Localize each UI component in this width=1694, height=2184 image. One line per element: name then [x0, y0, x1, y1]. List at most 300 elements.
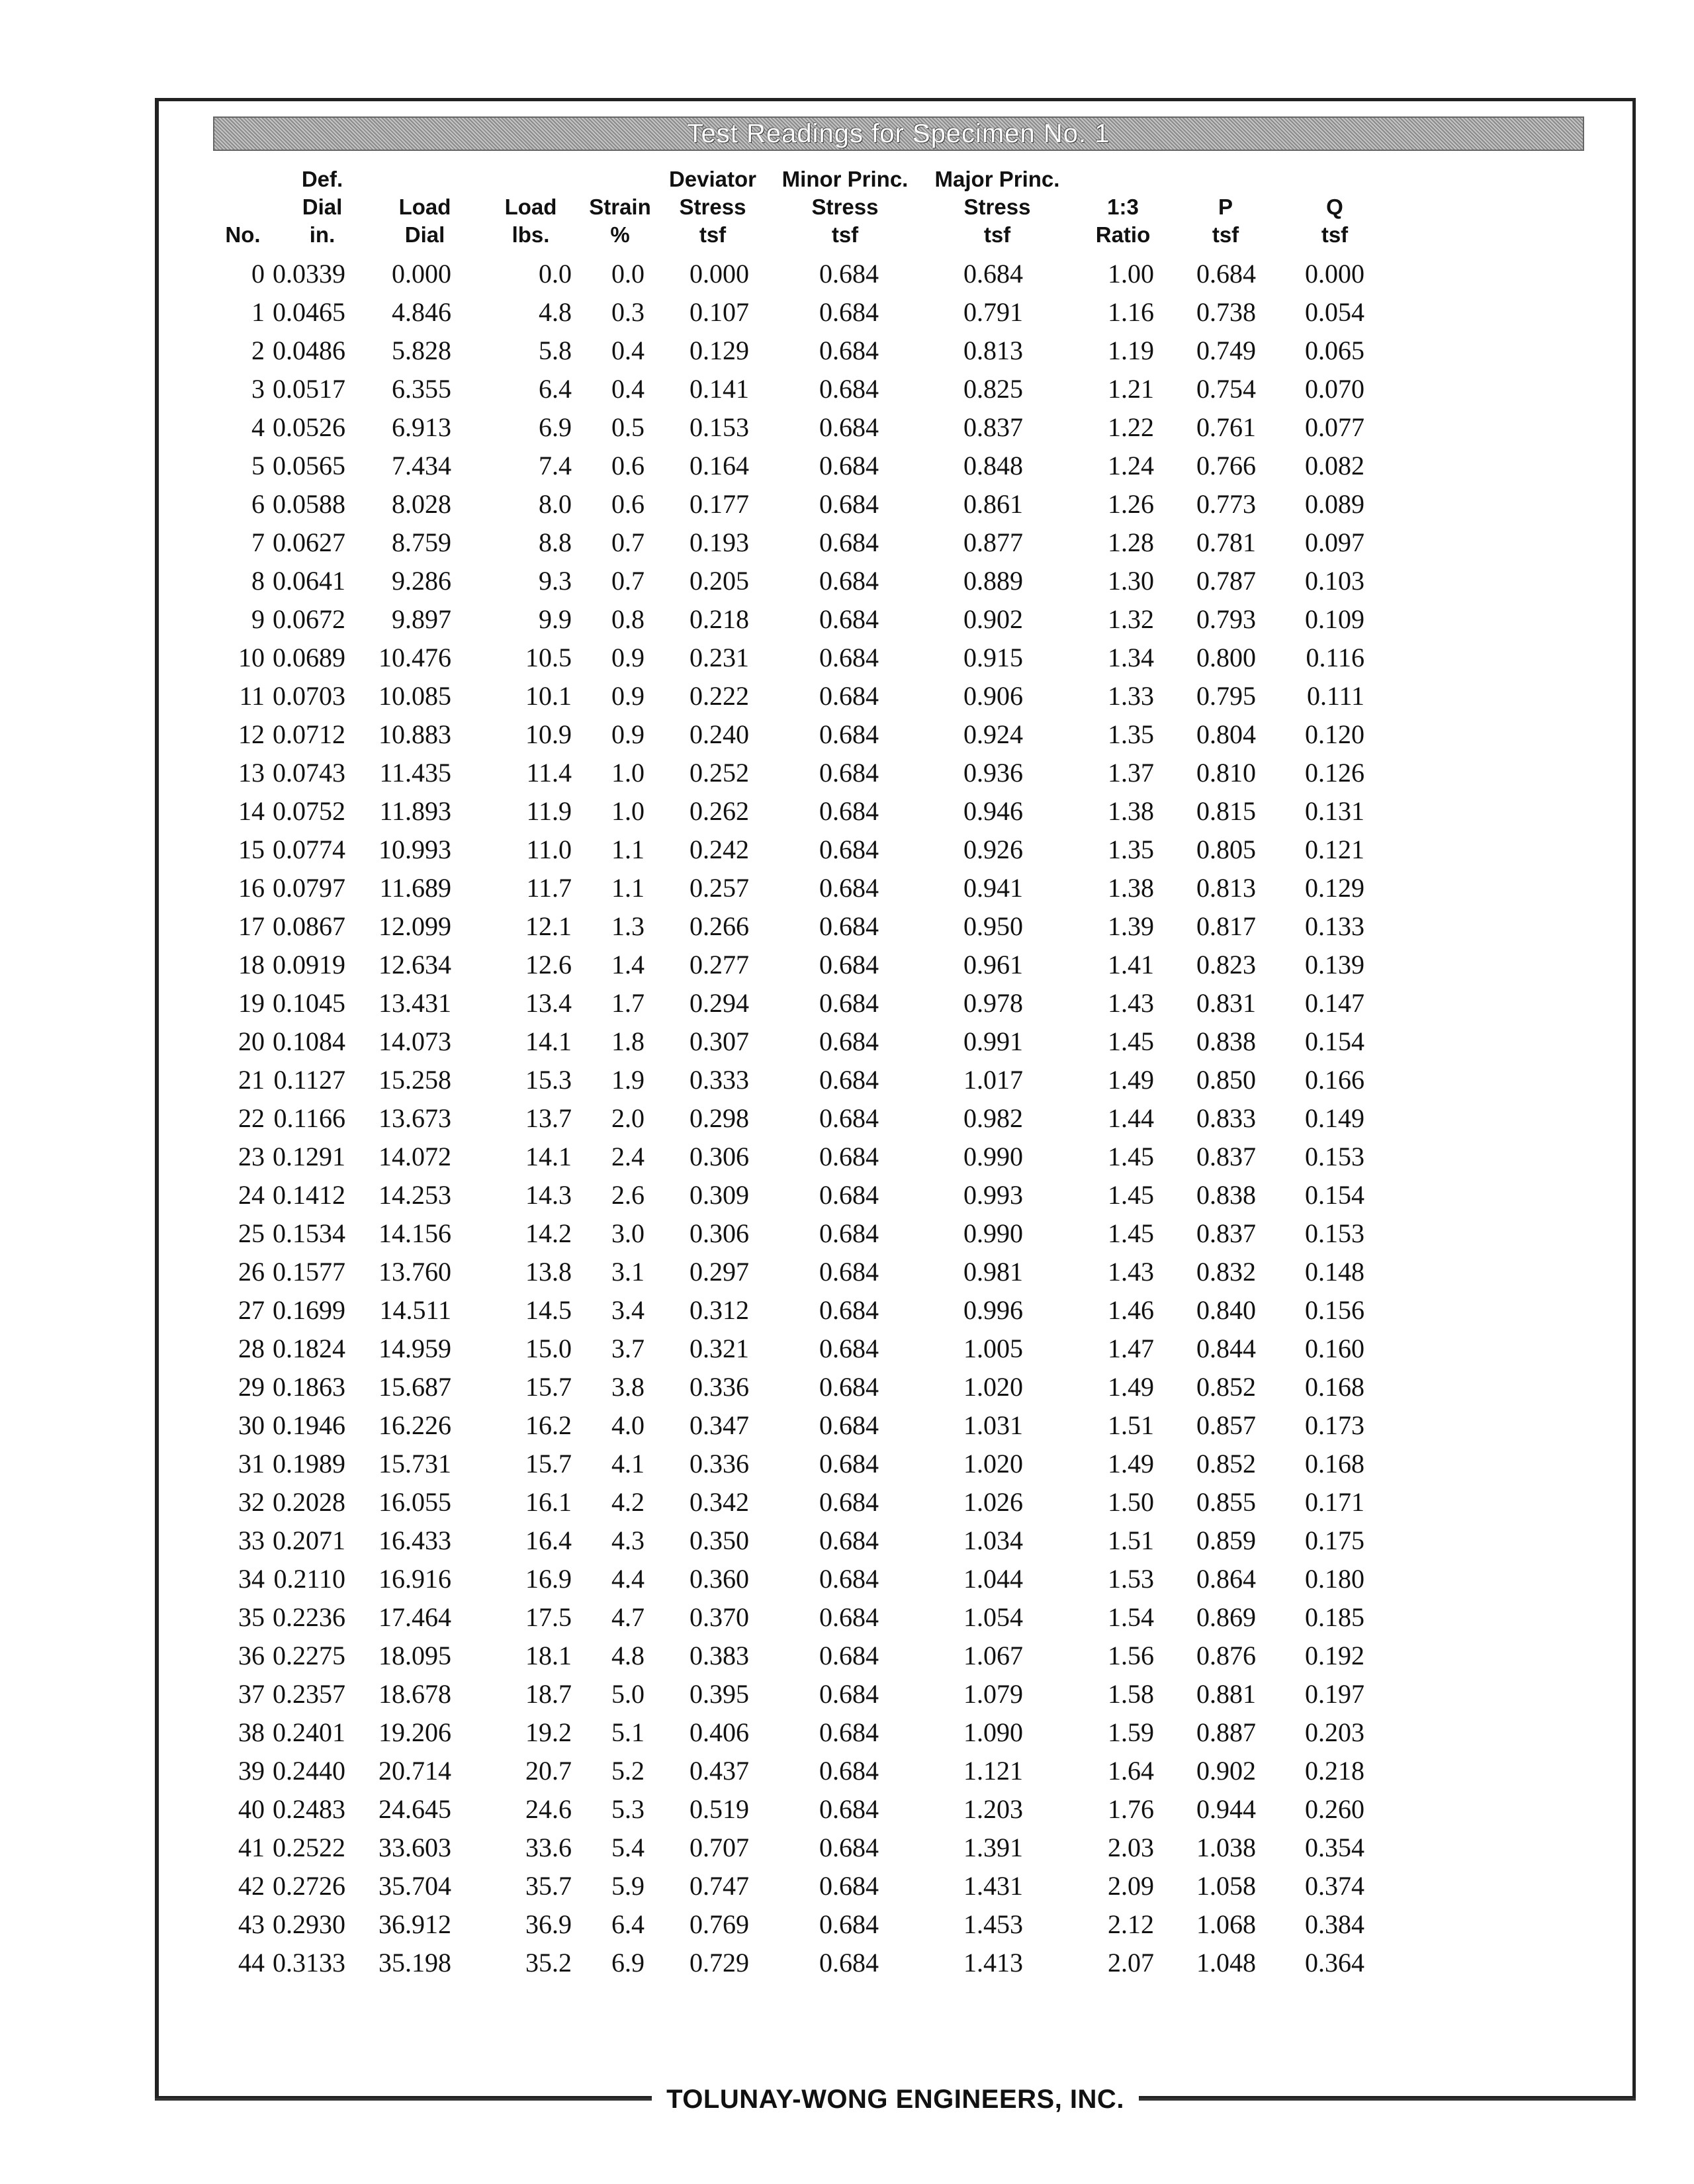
table-cell: 2.12 [1108, 1909, 1154, 1939]
table-row [213, 331, 1391, 369]
table-row [213, 1137, 1391, 1175]
column-header-line: Def. [301, 167, 343, 191]
table-cell: 8.759 [392, 527, 451, 557]
table-cell: 1.19 [1108, 335, 1154, 365]
table-cell: 0.129 [1305, 872, 1364, 903]
table-cell: 0.1084 [273, 1026, 345, 1056]
table-cell: 16.4 [525, 1525, 572, 1555]
table-cell: 4.2 [611, 1486, 645, 1517]
table-cell: 1.1 [611, 872, 645, 903]
table-cell: 0.168 [1305, 1448, 1364, 1479]
table-cell: 16 [238, 872, 265, 903]
table-cell: 1.38 [1108, 872, 1154, 903]
table-cell: 38 [238, 1717, 265, 1747]
table-cell: 1.22 [1108, 412, 1154, 442]
table-cell: 0.129 [690, 335, 749, 365]
table-cell: 0.859 [1196, 1525, 1256, 1555]
table-cell: 5.4 [611, 1832, 645, 1862]
table-cell: 0.7 [611, 527, 645, 557]
column-header-line: lbs. [512, 222, 550, 247]
table-cell: 0.177 [690, 488, 749, 519]
table-cell: 14.511 [379, 1295, 451, 1325]
table-cell: 1.0 [611, 796, 645, 826]
table-cell: 0.364 [1305, 1947, 1364, 1978]
column-header-line [213, 165, 273, 193]
table-row [213, 561, 1391, 600]
table-cell: 2.6 [611, 1179, 645, 1210]
table-cell: 0.684 [819, 872, 879, 903]
table-cell: 0.9 [611, 680, 645, 711]
table-cell: 27 [238, 1295, 265, 1325]
column-header-line [1173, 165, 1278, 193]
table-cell: 0.844 [1196, 1333, 1256, 1363]
table-cell: 4.3 [611, 1525, 645, 1555]
table-row [213, 1751, 1391, 1790]
table-cell: 9 [251, 604, 265, 634]
table-header-row [213, 165, 1391, 254]
table-cell: 0.825 [963, 373, 1023, 404]
table-cell: 0.9 [611, 642, 645, 672]
table-cell: 15.258 [379, 1064, 451, 1095]
table-cell: 0.852 [1196, 1448, 1256, 1479]
table-cell: 0.2236 [273, 1602, 345, 1632]
table-cell: 3.1 [611, 1256, 645, 1287]
table-cell: 14.156 [379, 1218, 451, 1248]
table-cell: 14.959 [379, 1333, 451, 1363]
table-cell: 0.787 [1196, 565, 1256, 596]
table-cell: 44 [238, 1947, 265, 1978]
table-cell: 1.7 [611, 987, 645, 1018]
table-cell: 0.395 [690, 1678, 749, 1709]
table-cell: 1.53 [1108, 1563, 1154, 1594]
table-cell: 0.154 [1305, 1179, 1364, 1210]
column-header [921, 165, 1073, 254]
table-cell: 1.34 [1108, 642, 1154, 672]
table-cell: 0.855 [1196, 1486, 1256, 1517]
table-cell: 1.21 [1108, 373, 1154, 404]
table-cell: 1.058 [1196, 1870, 1256, 1901]
column-header-line [584, 165, 656, 193]
table-row [213, 369, 1391, 408]
table-cell: 0.0 [539, 258, 572, 289]
table-cell: 0.684 [819, 642, 879, 672]
table-cell: 10.5 [525, 642, 572, 672]
table-cell: 1.45 [1108, 1218, 1154, 1248]
table-cell: 0.0672 [273, 604, 345, 634]
table-cell: 0.902 [1196, 1755, 1256, 1786]
table-cell: 36.912 [379, 1909, 451, 1939]
table-cell: 1.1 [611, 834, 645, 864]
table-cell: 0.749 [1196, 335, 1256, 365]
table-row [213, 254, 1391, 293]
table-cell: 1.8 [611, 1026, 645, 1056]
table-cell: 30 [238, 1410, 265, 1440]
table-cell: 0.887 [1196, 1717, 1256, 1747]
table-cell: 3.8 [611, 1371, 645, 1402]
table-cell: 11.689 [379, 872, 451, 903]
table-cell: 2.07 [1108, 1947, 1154, 1978]
table-cell: 0.684 [819, 987, 879, 1018]
table-cell: 33.603 [379, 1832, 451, 1862]
table-row [213, 638, 1391, 676]
table-row [213, 1444, 1391, 1482]
table-cell: 17 [238, 911, 265, 941]
table-cell: 1.45 [1108, 1179, 1154, 1210]
column-header [372, 165, 478, 254]
table-cell: 11 [239, 680, 265, 711]
table-cell: 0.294 [690, 987, 749, 1018]
table-cell: 8.8 [539, 527, 572, 557]
table-row [213, 1713, 1391, 1751]
column-header-line: Stress [679, 195, 746, 219]
table-cell: 0.519 [690, 1794, 749, 1824]
column-header-line: Stress [811, 195, 879, 219]
table-cell: 0.0465 [273, 296, 345, 327]
table-cell: 0.877 [963, 527, 1023, 557]
table-cell: 0.837 [1196, 1141, 1256, 1171]
footer-rule-right [1139, 2098, 1636, 2101]
table-cell: 0.769 [690, 1909, 749, 1939]
table-cell: 0.1291 [273, 1141, 345, 1171]
table-cell: 15.731 [379, 1448, 451, 1479]
table-cell: 0.257 [690, 872, 749, 903]
table-cell: 0.950 [963, 911, 1023, 941]
table-cell: 1.24 [1108, 450, 1154, 480]
table-cell: 4.7 [611, 1602, 645, 1632]
table-cell: 0.684 [819, 335, 879, 365]
table-cell: 0.684 [819, 527, 879, 557]
table-row [213, 1828, 1391, 1866]
table-cell: 13.8 [525, 1256, 572, 1287]
table-cell: 0.277 [690, 949, 749, 979]
table-cell: 0.944 [1196, 1794, 1256, 1824]
table-cell: 0.840 [1196, 1295, 1256, 1325]
table-cell: 13.431 [379, 987, 451, 1018]
table-cell: 0.0743 [273, 757, 345, 788]
table-cell: 18.1 [525, 1640, 572, 1670]
table-cell: 0.1412 [273, 1179, 345, 1210]
table-cell: 5.828 [392, 335, 451, 365]
column-header-line: tsf [983, 222, 1011, 247]
table-cell: 0.684 [819, 1755, 879, 1786]
column-header-line: No. [225, 222, 261, 247]
table-cell: 18.678 [379, 1678, 451, 1709]
table-cell: 13.7 [525, 1103, 572, 1133]
table-cell: 0.684 [819, 1717, 879, 1747]
table-row [213, 1559, 1391, 1598]
table-cell: 25 [238, 1218, 265, 1248]
table-row [213, 484, 1391, 523]
table-row [213, 1022, 1391, 1060]
table-row [213, 1099, 1391, 1137]
table-cell: 0.240 [690, 719, 749, 749]
table-cell: 0.097 [1305, 527, 1364, 557]
table-cell: 1.9 [611, 1064, 645, 1095]
readings-table [213, 165, 1391, 1981]
table-cell: 4.0 [611, 1410, 645, 1440]
table-cell: 0.383 [690, 1640, 749, 1670]
table-cell: 0.4 [611, 373, 645, 404]
table-cell: 28 [238, 1333, 265, 1363]
table-cell: 0.684 [819, 1563, 879, 1594]
table-cell: 0.773 [1196, 488, 1256, 519]
table-row [213, 1598, 1391, 1636]
table-cell: 0.2483 [273, 1794, 345, 1824]
table-cell: 0.707 [690, 1832, 749, 1862]
table-cell: 35.7 [525, 1870, 572, 1901]
table-cell: 0.0712 [273, 719, 345, 749]
table-cell: 0.149 [1305, 1103, 1364, 1133]
table-cell: 0.838 [1196, 1179, 1256, 1210]
table-cell: 0.6 [611, 450, 645, 480]
table-cell: 0.1946 [273, 1410, 345, 1440]
table-cell: 0.082 [1305, 450, 1364, 480]
table-row [213, 676, 1391, 715]
table-cell: 0.384 [1305, 1909, 1364, 1939]
table-cell: 0.000 [392, 258, 451, 289]
table-row [213, 1866, 1391, 1905]
table-cell: 10.085 [379, 680, 451, 711]
table-cell: 0.906 [963, 680, 1023, 711]
table-cell: 1.59 [1108, 1717, 1154, 1747]
table-cell: 0.831 [1196, 987, 1256, 1018]
table-cell: 20.714 [379, 1755, 451, 1786]
table-cell: 0.961 [963, 949, 1023, 979]
table-cell: 0.153 [1305, 1141, 1364, 1171]
table-cell: 0.684 [819, 1295, 879, 1325]
table-row [213, 1329, 1391, 1367]
table-cell: 36.9 [525, 1909, 572, 1939]
table-cell: 0.684 [819, 1179, 879, 1210]
table-cell: 0.804 [1196, 719, 1256, 749]
table-row [213, 1175, 1391, 1214]
table-cell: 0 [251, 258, 265, 289]
table-row [213, 715, 1391, 753]
table-cell: 0.148 [1305, 1256, 1364, 1287]
table-cell: 16.1 [525, 1486, 572, 1517]
table-cell: 35.198 [379, 1947, 451, 1978]
table-cell: 1.58 [1108, 1678, 1154, 1709]
table-cell: 1.090 [963, 1717, 1023, 1747]
column-header-line: Dial [404, 222, 445, 247]
table-cell: 6.4 [611, 1909, 645, 1939]
table-cell: 0.684 [819, 1947, 879, 1978]
table-cell: 19 [238, 987, 265, 1018]
table-cell: 0.684 [819, 258, 879, 289]
table-cell: 3 [251, 373, 265, 404]
column-header [1278, 165, 1391, 254]
table-cell: 4 [251, 412, 265, 442]
table-cell: 1.35 [1108, 719, 1154, 749]
table-cell: 16.9 [525, 1563, 572, 1594]
table-cell: 12.6 [525, 949, 572, 979]
table-cell: 0.996 [963, 1295, 1023, 1325]
table-cell: 0.070 [1305, 373, 1364, 404]
column-header-line: 1:3 [1107, 195, 1139, 219]
column-header-line: tsf [1212, 222, 1239, 247]
table-cell: 16.226 [379, 1410, 451, 1440]
table-cell: 10.883 [379, 719, 451, 749]
table-cell: 0.192 [1305, 1640, 1364, 1670]
table-cell: 1.203 [963, 1794, 1023, 1824]
table-cell: 0.684 [819, 1256, 879, 1287]
table-cell: 1.044 [963, 1563, 1023, 1594]
table-cell: 1.32 [1108, 604, 1154, 634]
table-cell: 0.800 [1196, 642, 1256, 672]
table-cell: 1.76 [1108, 1794, 1154, 1824]
table-cell: 0.3133 [273, 1947, 345, 1978]
table-cell: 0.266 [690, 911, 749, 941]
table-cell: 0.684 [819, 1371, 879, 1402]
table-cell: 0.684 [819, 1870, 879, 1901]
table-cell: 0.684 [819, 680, 879, 711]
table-cell: 0.857 [1196, 1410, 1256, 1440]
table-cell: 10.1 [525, 680, 572, 711]
table-cell: 0.684 [819, 373, 879, 404]
column-header-line: P [1218, 195, 1233, 219]
table-cell: 0.2401 [273, 1717, 345, 1747]
table-cell: 0.0526 [273, 412, 345, 442]
table-cell: 1.54 [1108, 1602, 1154, 1632]
table-cell: 0.791 [963, 296, 1023, 327]
table-cell: 0.684 [819, 1640, 879, 1670]
table-cell: 14.2 [525, 1218, 572, 1248]
table-cell: 0.817 [1196, 911, 1256, 941]
table-cell: 0.926 [963, 834, 1023, 864]
table-cell: 18 [238, 949, 265, 979]
table-cell: 0.837 [963, 412, 1023, 442]
table-cell: 15.687 [379, 1371, 451, 1402]
table-cell: 6.355 [392, 373, 451, 404]
table-cell: 0.262 [690, 796, 749, 826]
table-cell: 4.4 [611, 1563, 645, 1594]
table-cell: 0.684 [819, 1218, 879, 1248]
column-header-line: Stress [963, 195, 1031, 219]
table-cell: 0.761 [1196, 412, 1256, 442]
table-cell: 14 [238, 796, 265, 826]
table-cell: 6.4 [539, 373, 572, 404]
table-cell: 0.0752 [273, 796, 345, 826]
table-row [213, 293, 1391, 331]
table-row [213, 1943, 1391, 1981]
table-cell: 0.131 [1305, 796, 1364, 826]
table-cell: 4.8 [539, 296, 572, 327]
table-cell: 10.476 [379, 642, 451, 672]
table-cell: 0.6 [611, 488, 645, 519]
table-cell: 0.684 [819, 719, 879, 749]
table-cell: 0.2930 [273, 1909, 345, 1939]
table-cell: 3.0 [611, 1218, 645, 1248]
table-cell: 0.342 [690, 1486, 749, 1517]
table-cell: 0.684 [819, 834, 879, 864]
table-cell: 7.4 [539, 450, 572, 480]
table-cell: 0.0689 [273, 642, 345, 672]
table-cell: 0.111 [1306, 680, 1364, 711]
table-cell: 0.107 [690, 296, 749, 327]
table-cell: 0.823 [1196, 949, 1256, 979]
table-cell: 0.297 [690, 1256, 749, 1287]
table-cell: 1.038 [1196, 1832, 1256, 1862]
table-cell: 33 [238, 1525, 265, 1555]
footer-rule-left [155, 2098, 652, 2101]
table-cell: 0.139 [1305, 949, 1364, 979]
table-cell: 0.813 [1196, 872, 1256, 903]
table-cell: 1.413 [963, 1947, 1023, 1978]
table-cell: 1.44 [1108, 1103, 1154, 1133]
table-cell: 1.3 [611, 911, 645, 941]
table-cell: 10.9 [525, 719, 572, 749]
table-cell: 0.2440 [273, 1755, 345, 1786]
column-header-line: Ratio [1095, 222, 1151, 247]
table-cell: 22 [238, 1103, 265, 1133]
table-cell: 12.099 [379, 911, 451, 941]
table-cell: 23 [238, 1141, 265, 1171]
table-cell: 24.645 [379, 1794, 451, 1824]
table-cell: 0.981 [963, 1256, 1023, 1287]
table-cell: 16.916 [379, 1563, 451, 1594]
table-cell: 0.205 [690, 565, 749, 596]
table-cell: 1.121 [963, 1755, 1023, 1786]
table-cell: 1.017 [963, 1064, 1023, 1095]
table-cell: 11.4 [526, 757, 572, 788]
table-cell: 2 [251, 335, 265, 365]
table-cell: 0.684 [819, 1410, 879, 1440]
table-cell: 12.634 [379, 949, 451, 979]
table-cell: 0.850 [1196, 1064, 1256, 1095]
table-cell: 1.47 [1108, 1333, 1154, 1363]
company-name: TOLUNAY-WONG ENGINEERS, INC. [652, 2085, 1139, 2115]
table-cell: 0.166 [1305, 1064, 1364, 1095]
table-cell: 1.56 [1108, 1640, 1154, 1670]
table-cell: 0.832 [1196, 1256, 1256, 1287]
table-cell: 1.079 [963, 1678, 1023, 1709]
table-cell: 6 [251, 488, 265, 519]
table-cell: 0.0517 [273, 373, 345, 404]
column-header [656, 165, 769, 254]
table-cell: 0.684 [819, 1525, 879, 1555]
table-cell: 0.222 [690, 680, 749, 711]
table-cell: 0.684 [819, 1602, 879, 1632]
table-row [213, 1521, 1391, 1559]
column-header-line: % [610, 222, 630, 247]
table-cell: 0.260 [1305, 1794, 1364, 1824]
table-cell: 1.00 [1108, 258, 1154, 289]
table-cell: 3.4 [611, 1295, 645, 1325]
table-cell: 0.684 [819, 296, 879, 327]
table-cell: 0.374 [1305, 1870, 1364, 1901]
table-cell: 11.0 [526, 834, 572, 864]
table-cell: 0.2357 [273, 1678, 345, 1709]
table-cell: 31 [238, 1448, 265, 1479]
table-cell: 0.164 [690, 450, 749, 480]
table-cell: 1.4 [611, 949, 645, 979]
table-cell: 0.684 [1196, 258, 1256, 289]
table-cell: 0.312 [690, 1295, 749, 1325]
table-cell: 17.464 [379, 1602, 451, 1632]
table-cell: 1.031 [963, 1410, 1023, 1440]
table-cell: 0.990 [963, 1141, 1023, 1171]
table-cell: 0.805 [1196, 834, 1256, 864]
table-cell: 10 [238, 642, 265, 672]
table-cell: 0.218 [690, 604, 749, 634]
column-header-line: tsf [699, 222, 727, 247]
table-cell: 1.020 [963, 1448, 1023, 1479]
table-cell: 6.9 [611, 1947, 645, 1978]
table-cell: 1.431 [963, 1870, 1023, 1901]
table-cell: 0.684 [819, 1141, 879, 1171]
table-cell: 0.2275 [273, 1640, 345, 1670]
table-cell: 1.026 [963, 1486, 1023, 1517]
